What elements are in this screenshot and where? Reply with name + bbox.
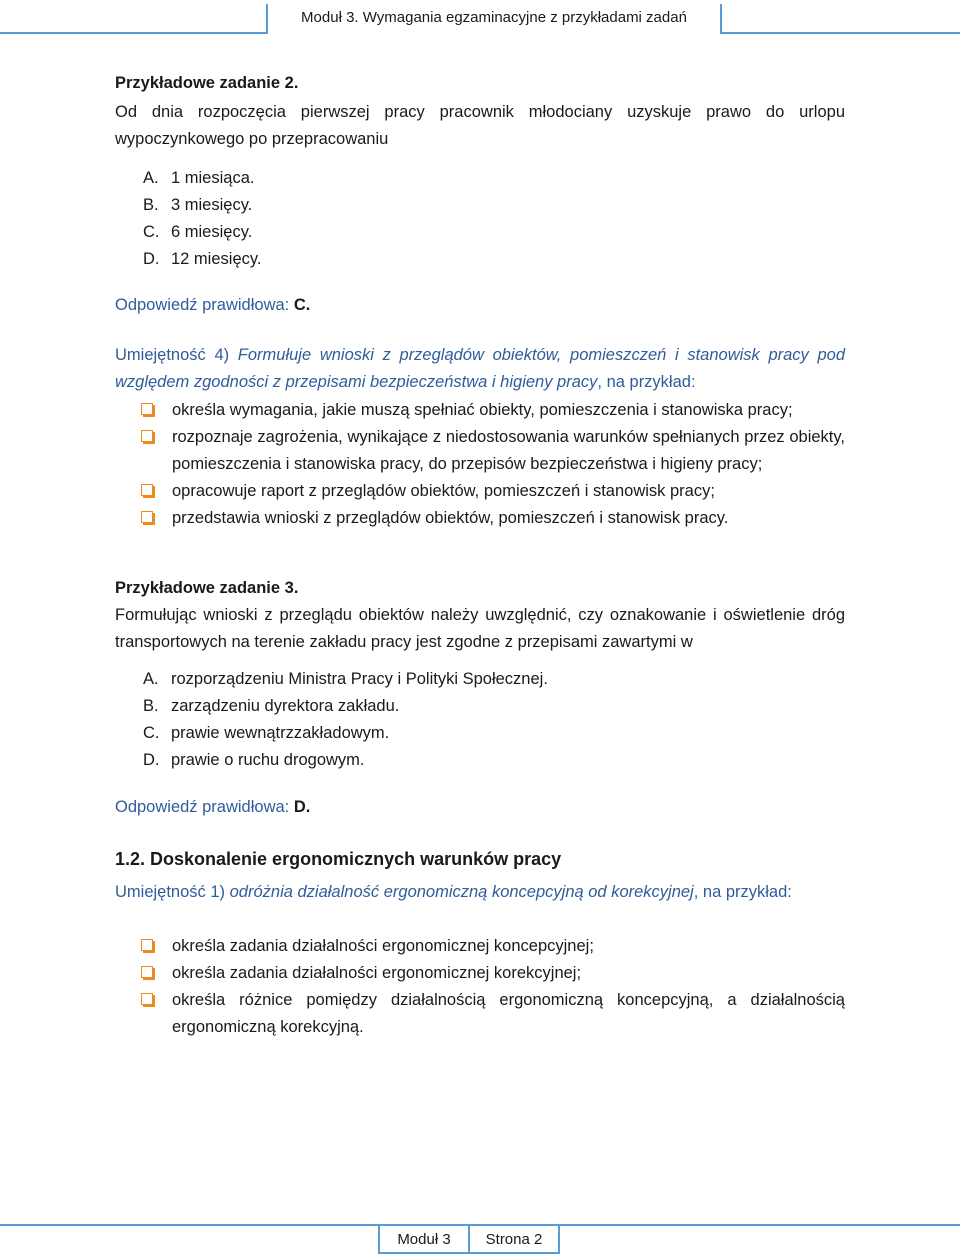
skill-prefix: Umiejętność 1) bbox=[115, 883, 230, 901]
option-letter: D. bbox=[143, 250, 160, 268]
option-text: rozporządzeniu Ministra Pracy i Polityki Społecznej. bbox=[171, 670, 548, 688]
header-rule-left bbox=[0, 32, 266, 34]
skill4-bullets bbox=[141, 397, 845, 532]
skill4-heading bbox=[115, 342, 845, 396]
list-item-text: określa różnice pomiędzy działalnością ergonomiczną koncepcyjną, a działalnością ergonomiczną korekcyjną. bbox=[172, 991, 845, 1036]
answer-value: D. bbox=[293, 798, 311, 816]
list-item-text: określa zadania działalności ergonomicznej koncepcyjnej; bbox=[172, 937, 594, 955]
option-letter: A. bbox=[143, 169, 159, 187]
option-text: prawie o ruchu drogowym. bbox=[171, 751, 365, 769]
skill1-heading bbox=[115, 879, 845, 906]
skill-description: Formułuje wnioski z przeglądów obiektów, pomieszczeń i stanowisk pracy pod względem zgodności z przepisami bezpieczeństwa i higieny pracy bbox=[115, 346, 845, 391]
option-text: 6 miesięcy. bbox=[171, 223, 253, 241]
task3-option-a bbox=[143, 666, 548, 693]
list-item bbox=[141, 933, 845, 960]
footer-page-number: Strona 2 bbox=[468, 1224, 560, 1254]
checkbox-bullet-icon bbox=[141, 430, 153, 442]
task2-option-b bbox=[143, 192, 261, 219]
skill1-bullets bbox=[141, 933, 845, 1041]
option-letter: B. bbox=[143, 697, 159, 715]
footer-rule-left bbox=[0, 1224, 378, 1226]
task3-answer bbox=[115, 794, 845, 821]
checkbox-bullet-icon bbox=[141, 511, 153, 523]
option-letter: D. bbox=[143, 751, 160, 769]
list-item bbox=[141, 987, 845, 1041]
answer-value: C. bbox=[293, 296, 311, 314]
list-item-text: opracowuje raport z przeglądów obiektów, pomieszczeń i stanowisk pracy; bbox=[172, 482, 715, 500]
skill-prefix: Umiejętność 4) bbox=[115, 346, 238, 364]
option-text: 3 miesięcy. bbox=[171, 196, 253, 214]
answer-label: Odpowiedź prawidłowa: bbox=[115, 798, 294, 816]
task3-options bbox=[143, 666, 548, 774]
option-text: 1 miesiąca. bbox=[171, 169, 255, 187]
task3-option-c bbox=[143, 720, 548, 747]
header-rule-right bbox=[722, 32, 960, 34]
option-letter: A. bbox=[143, 670, 159, 688]
task2-title: Przykładowe zadanie 2. bbox=[115, 74, 299, 92]
list-item-text: przedstawia wnioski z przeglądów obiektów, pomieszczeń i stanowisk pracy. bbox=[172, 509, 729, 527]
list-item-text: określa zadania działalności ergonomicznej korekcyjnej; bbox=[172, 964, 582, 982]
list-item bbox=[141, 478, 845, 505]
task3-question: Formułując wnioski z przeglądu obiektów należy uwzględnić, czy oznakowanie i oświetlenie dróg transportowych na terenie zakładu pracy jest zgodne z przepisami zawartymi w bbox=[115, 606, 845, 651]
task3-option-b bbox=[143, 693, 548, 720]
list-item bbox=[141, 505, 845, 532]
checkbox-bullet-icon bbox=[141, 993, 153, 1005]
option-letter: C. bbox=[143, 724, 160, 742]
list-item bbox=[141, 424, 845, 478]
option-text: zarządzeniu dyrektora zakładu. bbox=[171, 697, 400, 715]
task2-option-a bbox=[143, 165, 261, 192]
answer-label: Odpowiedź prawidłowa: bbox=[115, 296, 294, 314]
task2-question: Od dnia rozpoczęcia pierwszej pracy pracownik młodociany uzyskuje prawo do urlopu wypoczynkowego po przepracowaniu bbox=[115, 103, 845, 148]
footer-module: Moduł 3 bbox=[378, 1224, 470, 1254]
skill-description: odróżnia działalność ergonomiczną koncepcyjną od korekcyjnej bbox=[229, 883, 694, 901]
task3-option-d bbox=[143, 747, 548, 774]
list-item-text: rozpoznaje zagrożenia, wynikające z niedostosowania warunków spełnianych przez obiekty, pomieszczenia i stanowiska pracy, do przepisów bezpieczeństwa i higieny pracy; bbox=[172, 428, 845, 473]
task2-options bbox=[143, 165, 261, 273]
skill-suffix: , na przykład: bbox=[693, 883, 792, 901]
option-letter: C. bbox=[143, 223, 160, 241]
task2-answer bbox=[115, 292, 845, 319]
checkbox-bullet-icon bbox=[141, 966, 153, 978]
footer-rule-right bbox=[560, 1224, 960, 1226]
checkbox-bullet-icon bbox=[141, 939, 153, 951]
option-text: 12 miesięcy. bbox=[171, 250, 262, 268]
checkbox-bullet-icon bbox=[141, 484, 153, 496]
list-item bbox=[141, 960, 845, 987]
task3-title: Przykładowe zadanie 3. bbox=[115, 579, 299, 597]
checkbox-bullet-icon bbox=[141, 403, 153, 415]
task2-option-c bbox=[143, 219, 261, 246]
list-item bbox=[141, 397, 845, 424]
option-letter: B. bbox=[143, 196, 159, 214]
skill-suffix: , na przykład: bbox=[597, 373, 696, 391]
header-title: Moduł 3. Wymagania egzaminacyjne z przykładami zadań bbox=[266, 4, 722, 34]
list-item-text: określa wymagania, jakie muszą spełniać obiekty, pomieszczenia i stanowiska pracy; bbox=[172, 401, 793, 419]
section-title: 1.2. Doskonalenie ergonomicznych warunków pracy bbox=[115, 849, 562, 869]
task2-option-d bbox=[143, 246, 261, 273]
option-text: prawie wewnątrzzakładowym. bbox=[171, 724, 390, 742]
